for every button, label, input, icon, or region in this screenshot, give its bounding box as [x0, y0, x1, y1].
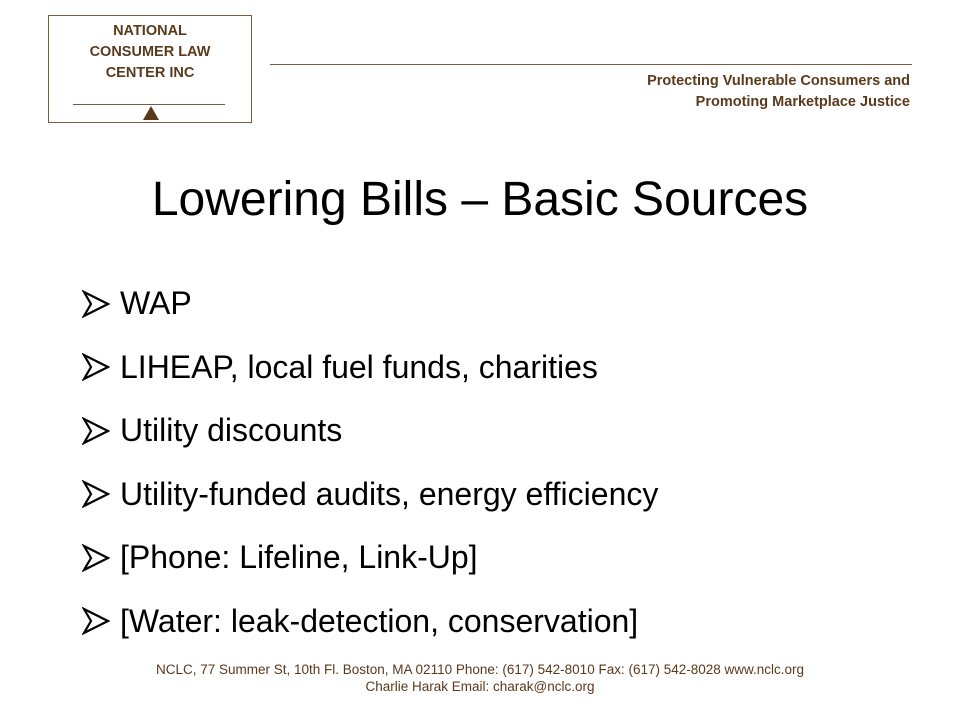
bullet-text: LIHEAP, local fuel funds, charities	[120, 348, 598, 385]
bullet-item	[82, 590, 658, 654]
slide-title: Lowering Bills – Basic Sources	[151, 173, 809, 226]
footer-contact: Charlie Harak Email: charak@nclc.org	[365, 679, 595, 694]
footer-address: NCLC, 77 Summer St, 10th Fl. Boston, MA 02110 Phone: (617) 542-8010 Fax: (617) 542-8028 www.nclc.org	[155, 662, 805, 677]
triangle-icon	[143, 106, 159, 120]
arrowhead-bullet-icon	[82, 480, 118, 508]
bullet-item	[82, 336, 658, 400]
bullet-list	[82, 272, 658, 653]
arrowhead-bullet-icon	[82, 607, 118, 635]
bullet-text: Utility discounts	[120, 412, 343, 449]
logo-line-3: CENTER INC	[105, 65, 195, 81]
bullet-text: [Water: leak-detection, conservation]	[120, 602, 639, 639]
arrowhead-bullet-icon	[82, 544, 118, 572]
bullet-text: Utility-funded audits, energy efficiency	[120, 475, 659, 512]
arrowhead-bullet-icon	[82, 353, 118, 381]
logo-line-2: CONSUMER LAW	[89, 44, 211, 60]
bullet-text: WAP	[120, 285, 192, 322]
bullet-item	[82, 399, 658, 463]
bullet-text: [Phone: Lifeline, Link-Up]	[120, 539, 478, 576]
bullet-item	[82, 272, 658, 336]
footer	[0, 661, 960, 695]
tagline-line-1: Protecting Vulnerable Consumers and	[647, 73, 910, 89]
logo-divider	[73, 104, 225, 105]
arrowhead-bullet-icon	[82, 290, 118, 318]
bullet-item	[82, 526, 658, 590]
bullet-item	[82, 463, 658, 527]
tagline-line-2: Promoting Marketplace Justice	[695, 94, 910, 110]
tagline	[647, 71, 910, 113]
header-divider	[270, 64, 912, 65]
nclc-logo	[48, 15, 252, 123]
arrowhead-bullet-icon	[82, 417, 118, 445]
logo-line-1: NATIONAL	[113, 23, 187, 39]
